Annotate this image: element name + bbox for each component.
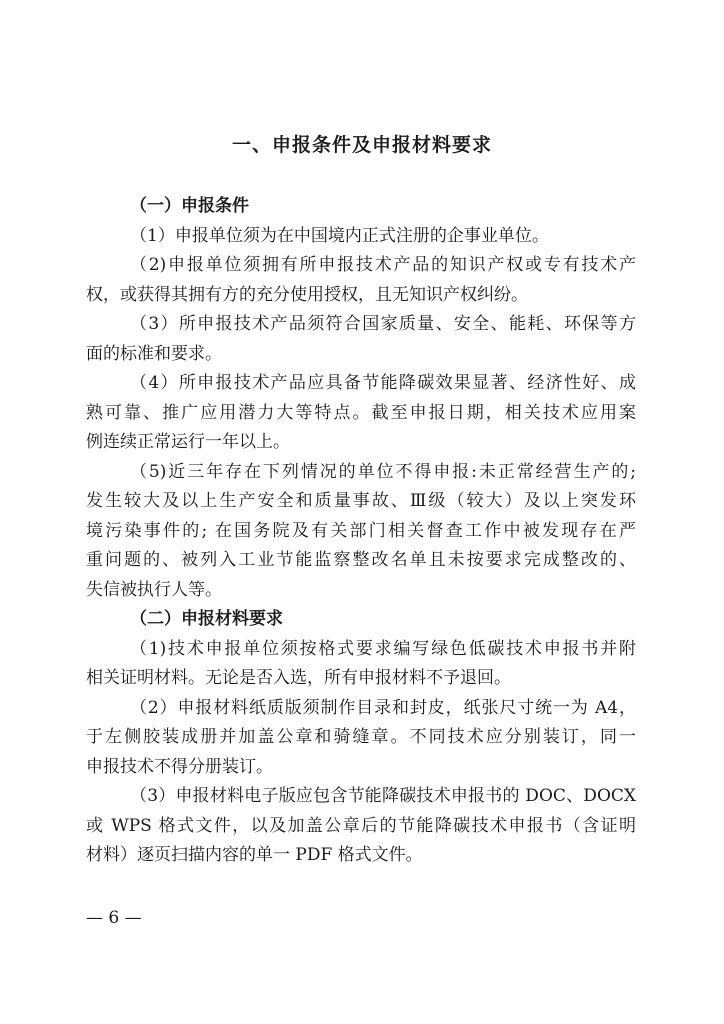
paragraph-condition-1 bbox=[86, 222, 636, 252]
text-line: 申报技术不得分册装订。 bbox=[86, 756, 273, 777]
section-heading: 一、申报条件及申报材料要求 bbox=[231, 134, 492, 156]
text-line: 熟可靠、推广应用潜力大等特点。截至申报日期，相关技术应用案 bbox=[86, 402, 636, 423]
paragraph-material-1 bbox=[86, 635, 636, 694]
text-line: 例连续正常运行一年以上。 bbox=[86, 432, 290, 452]
text-line: 相关证明材料。无论是否入选，所有申报材料不予退回。 bbox=[86, 668, 511, 688]
text-line: 境污染事件的; 在国务院及有关部门相关督查工作中被发现存在严 bbox=[86, 520, 636, 541]
text-line: 发生较大及以上生产安全和质量事故、Ⅲ级（较大）及以上突发环 bbox=[86, 491, 636, 511]
text-line: （1）申报单位须为在中国境内正式注册的企事业单位。 bbox=[130, 225, 549, 246]
subsection-title-materials: （二）申报材料要求 bbox=[130, 609, 283, 629]
page-number: — 6 — bbox=[86, 908, 142, 928]
text-line: 权，或获得其拥有方的充分使用授权，且无知识产权纠纷。 bbox=[86, 284, 528, 305]
text-line: 材料）逐页扫描内容的单一 PDF 格式文件。 bbox=[86, 845, 423, 865]
text-line: （4）所申报技术产品应具备节能降碳效果显著、经济性好、成 bbox=[130, 373, 636, 393]
text-line: （2）申报材料纸质版须制作目录和封皮，纸张尺寸统一为 A4， bbox=[130, 697, 636, 718]
text-line: （5)近三年存在下列情况的单位不得申报:未正常经营生产的; bbox=[130, 461, 636, 482]
text-line: 失信被执行人等。 bbox=[86, 579, 222, 600]
paragraph-material-3 bbox=[86, 782, 636, 871]
paragraph-material-2 bbox=[86, 694, 636, 783]
text-line: 重问题的、被列入工业节能监察整改名单且未按要求完成整改的、 bbox=[86, 550, 636, 570]
text-line: 于左侧胶装成册并加盖公章和骑缝章。不同技术应分别装订，同一 bbox=[86, 727, 636, 747]
text-line: （2)申报单位须拥有所申报技术产品的知识产权或专有技术产 bbox=[130, 255, 636, 275]
paragraph-condition-5 bbox=[86, 458, 636, 606]
paragraph-condition-3 bbox=[86, 310, 636, 369]
text-line: 或 WPS 格式文件，以及加盖公章后的节能降碳技术申报书（含证明 bbox=[86, 815, 636, 836]
paragraph-condition-2 bbox=[86, 251, 636, 310]
text-line: （3）申报材料电子版应包含节能降碳技术申报书的 DOC、DOCX bbox=[130, 786, 636, 806]
text-line: （1)技术申报单位须按格式要求编写绿色低碳技术申报书并附 bbox=[130, 638, 636, 659]
text-line: （3）所申报技术产品须符合国家质量、安全、能耗、环保等方 bbox=[130, 314, 636, 334]
text-line: 面的标准和要求。 bbox=[86, 343, 222, 364]
paragraph-condition-4 bbox=[86, 369, 636, 458]
subsection-title-conditions: （一）申报条件 bbox=[130, 196, 249, 216]
document-body bbox=[86, 192, 636, 871]
